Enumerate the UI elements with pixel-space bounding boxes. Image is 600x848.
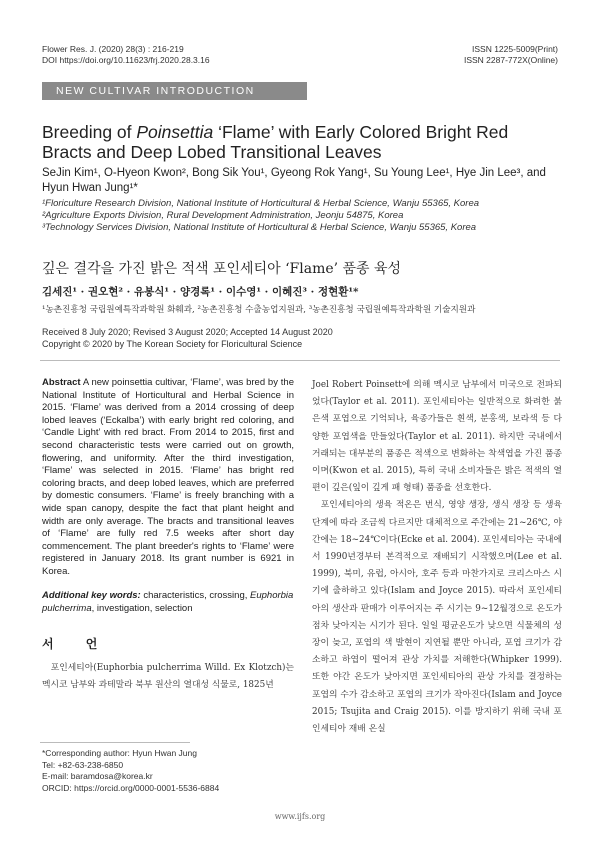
intro-left-text: 포인세티아(Euphorbia pulcherrima Willd. Ex Klotzch)는 멕시코 남부와 과테말라 북부 원산의 열대성 식물로, 1825년 xyxy=(42,663,294,690)
section-heading-introduction: 서 언 xyxy=(42,637,112,651)
journal-citation: Flower Res. J. (2020) 28(3) : 216-219 xyxy=(42,44,184,54)
affiliation-1: ¹Floriculture Research Division, National Institute of Horticultural & Herbal Science, Wanju 55365, Korea xyxy=(42,198,480,209)
article-title xyxy=(42,122,562,162)
keywords-text-2: , investigation, selection xyxy=(91,602,193,614)
correspondence-block xyxy=(42,748,294,794)
issn-online: ISSN 2287-772X(Online) xyxy=(463,55,558,65)
footnote-rule xyxy=(40,742,190,743)
keywords-text-1: characteristics, crossing, xyxy=(140,590,251,601)
affiliation-2: ²Agriculture Exports Division, Rural Development Administration, Jeonju 54875, Korea xyxy=(42,210,404,221)
email: E-mail: baramdosa@korea.kr xyxy=(42,771,153,781)
copyright-line: Copyright © 2020 by The Korean Society for Floricultural Science xyxy=(42,339,303,349)
article-type-banner: NEW CULTIVAR INTRODUCTION xyxy=(42,82,307,100)
intro-paragraph-left xyxy=(42,660,294,694)
intro-right-paragraph-2: 포인세티아의 생육 적온은 번식, 영양 생장, 생식 생장 등 생육 단계에 따라 조금씩 다르지만 대체적으로 주간에는 21~26℃, 야간에는 18~24℃이다(Ecke et al. 2004). 포인세티아는 국내에서 1990년경부터 본격적으로 재배되기 시작했으며(Lee et al. 1999), 북미, 유럽, 아시아, 호주 등과 마찬가지로 크리스마스 시기에 출하하고 있다(Islam and Joyce 2015). 따라서 포인세티아의 생산과 판매가 이루어지는 주 시기는 9~12월경으로 온도가 점차 낮아지는 시기가 된다. 일일 평균온도가 낮으면 식물체의 성장이 늦고, 포엽의 색 발현이 지연될 뿐만 아니라, 포엽 크기가 감소하고 하엽이 떨어져 관상 가치를 저해한다(Whipker 1999). 또한 야간 온도가 낮아지면 포인세티아의 관상 가치를 결정하는 포엽의 수가 감소하고 포엽의 크기가 작아진다(Islam and Joyce 2015; Tsujita and Craig 2015). 이를 방지하기 위해 국내 포인세티아 재배 온실 xyxy=(312,500,562,735)
tel: Tel: +82-63-238-6850 xyxy=(42,759,124,770)
keywords xyxy=(42,590,294,615)
korean-title: 깊은 결각을 가진 밝은 적색 포인세티아 ‘Flame’ 품종 육성 xyxy=(42,261,402,277)
received-dates: Received 8 July 2020; Revised 3 August 2020; Accepted 14 August 2020 xyxy=(42,327,333,337)
korean-affiliation: ¹농촌진흥청 국립원예특작과학원 화훼과, ²농촌진흥청 수출농업지원과, ³농촌진흥청 국립원예특작과학원 기술지원과 xyxy=(42,305,476,315)
corresponding-author: *Corresponding author: Hyun Hwan Jung xyxy=(42,748,197,758)
korean-authors: 김세진¹ · 권오현² · 유봉식¹ · 양경록¹ · 이수영¹ · 이혜진³ · 정현환¹* xyxy=(42,286,359,298)
doi-text: DOI https://doi.org/10.11623/frj.2020.28.3.16 xyxy=(42,55,210,65)
intro-right-paragraph-1: Joel Robert Poinsett에 의해 멕시코 남부에서 미국으로 전파되었다(Taylor et al. 2011). 포인세티아는 일반적으로 화려한 붉은색 포엽으로 기억되나, 육종가들은 흰색, 분홍색, 보라색 등 다양한 포엽색을 만들었다(Taylor et al. 2011). 하지만 국내에서 거래되는 대부분의 품종은 적색으로 변화하는 착색엽을 가진 품종이며(Kwon et al. 2015), 특히 국내 소비자들은 밝은 적색의 열편이 깊은(잎이 깊게 패 형태) 품종을 선호한다. xyxy=(312,380,562,494)
abstract xyxy=(42,377,294,579)
title-part1: Breeding of xyxy=(42,122,137,142)
author-list: SeJin Kim¹, O-Hyeon Kwon², Bong Sik You¹, Gyeong Rok Yang¹, Su Young Lee¹, Hye Jin Lee³, and Hyun Hwan Jung¹* xyxy=(42,167,546,194)
abstract-text: A new poinsettia cultivar, ‘Flame’, was bred by the National Institute of Horticultural and Herbal Science in 2015. ‘Flame’ was derived from a 2014 crossing of deep lobed leaves (‘Eckalba’) with early bright red coloring, and ‘Candle Light’ with red bract. From 2014 to 2015, first and second characteristic tests were carried out on growth, flowering, and uniformity. After the third investigation, ‘Flame’ was selected in 2015. ‘Flame’ has bright red coloring bracts, and deep lobed leaves, which are preferred by domestic consumers. ‘Flame’ is freely branching with a wide span canopy, despite the fact that plant height and width are only average. The bracts and transitional leaves of ‘Flame’ are fully red 7.5 weeks after short day commencement. The plant breeder's rights to ‘Flame’ were registered in January 2018. Its grant number is 6921 in Korea. xyxy=(42,377,294,577)
issn-print: ISSN 1225-5009(Print) xyxy=(472,44,558,54)
title-part2: ‘Flame’ with Early Colored Bright Red Bracts and Deep Lobed Transitional Leaves xyxy=(42,122,509,162)
title-italic: Poinsettia xyxy=(136,122,214,142)
affiliation-3: ³Technology Services Division, National Institute of Horticultural & Herbal Science, Wanju 55365, Korea xyxy=(42,222,477,233)
journal-website: www.ijfs.org xyxy=(274,812,326,821)
intro-right-column xyxy=(312,377,562,738)
keywords-label: Additional key words: xyxy=(42,590,141,601)
abstract-label: Abstract xyxy=(42,377,81,388)
keywords-italic: Euphorbia pulcherrima xyxy=(42,590,294,614)
orcid: ORCID: https://orcid.org/0000-0001-5536-6884 xyxy=(42,782,220,793)
divider xyxy=(40,360,560,361)
